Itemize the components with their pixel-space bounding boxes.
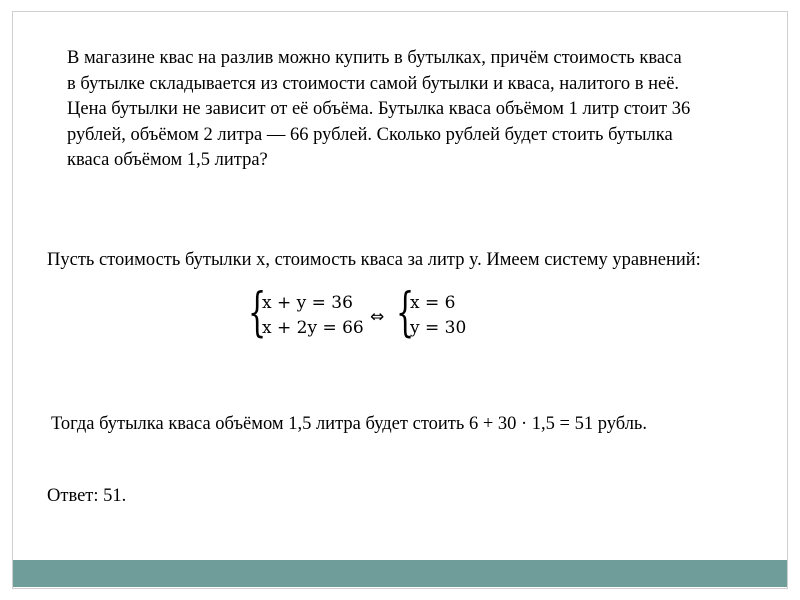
problem-line: в бутылке складывается из стоимости самой бутылки и кваса, налитого в неё. (67, 73, 680, 94)
equation: x = 6 (410, 293, 456, 313)
equivalence-icon: ⇔ (370, 307, 385, 327)
equation: x + y = 36 (262, 293, 353, 313)
solution-conclusion: Тогда бутылка кваса объёмом 1,5 литра будет стоить 6 + 30 · 1,5 = 51 рубль. (51, 414, 647, 434)
left-brace-icon: { (248, 283, 267, 343)
problem-statement (67, 46, 767, 174)
footer-bar (13, 560, 787, 587)
problem-line: рублей, объёмом 2 литра — 66 рублей. Сколько рублей будет стоить бутылка (67, 124, 673, 145)
solution-intro: Пусть стоимость бутылки x, стоимость кваса за литр y. Имеем систему уравнений: (47, 250, 701, 270)
answer: Ответ: 51. (47, 486, 127, 506)
problem-line: кваса объёмом 1,5 литра? (67, 150, 268, 170)
left-brace-icon: { (396, 283, 415, 343)
equation: y = 30 (410, 318, 467, 338)
problem-line: Цена бутылки не зависит от её объёма. Бутылка кваса объёмом 1 литр стоит 36 (67, 99, 691, 119)
equation: x + 2y = 66 (262, 318, 364, 338)
problem-line: В магазине квас на разлив можно купить в бутылках, причём стоимость кваса (67, 48, 682, 68)
